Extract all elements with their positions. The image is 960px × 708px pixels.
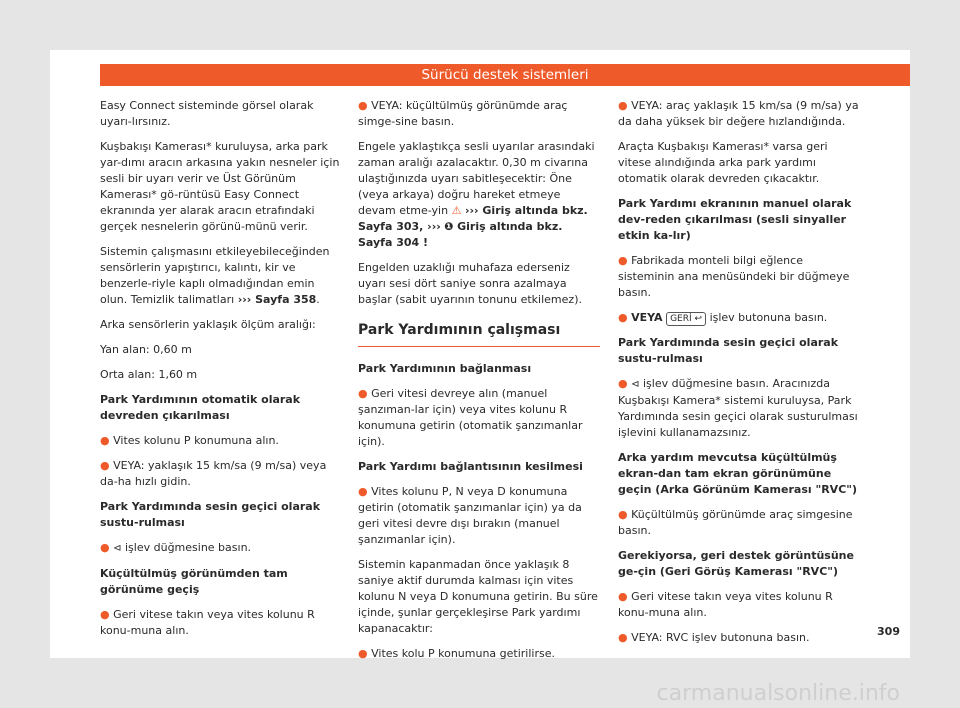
- bullet-icon: ●: [618, 254, 628, 267]
- paragraph: Araçta Kuşbakışı Kamerası* varsa geri vitese alındığında arka park yardımı otomatik olarak devreden çıkacaktır.: [618, 140, 828, 185]
- bullet-item: ● VEYA: araç yaklaşık 15 km/sa (9 m/sa) ya da daha yüksek bir değere hızlandığında.: [618, 99, 859, 128]
- back-key[interactable]: GERİ ↩: [666, 312, 706, 326]
- bullet-item: ● Küçültülmüş görünümde araç simgesine basın.: [618, 508, 853, 537]
- bullet-icon: ●: [100, 434, 110, 447]
- bullet-icon: ●: [358, 647, 368, 660]
- paragraph: Orta alan: 1,60 m: [100, 368, 198, 381]
- column-1: [100, 98, 342, 648]
- subheading: Park Yardımının bağlanması: [358, 362, 532, 375]
- page-header: Sürücü destek sistemleri: [100, 64, 910, 86]
- subheading: Gerekiyorsa, geri destek görüntüsüne ge-çin (Geri Görüş Kamerası "RVC"): [618, 549, 854, 578]
- bullet-item: ● VEYA GERİ ↩ işlev butonuna basın.: [618, 311, 828, 324]
- paragraph: Engele yaklaştıkça sesli uyarılar arasındaki zaman aralığı azalacaktır. 0,30 m civarına ulaştığınızda uyarı sabitleşecektir: Öne (veya arkaya) doğru hareket etmeye devam etme-yin ⚠ ››› Giriş altında bkz. Sayfa 303, ››› ❶ Giriş altında bkz. Sayfa 304 !: [358, 140, 595, 249]
- paragraph: Arka sensörlerin yaklaşık ölçüm aralığı:: [100, 318, 316, 331]
- paragraph: Kuşbakışı Kamerası* kuruluysa, arka park yar-dımı aracın arkasına yakın nesneler için sesli bir uyarı verir ve Üst Görünüm Kamerası* gö-rüntüsü Easy Connect ekranında yer alarak aracın etrafındaki gerçek nesnelerin görünü-münü verir.: [100, 140, 340, 233]
- paragraph: Easy Connect sisteminde görsel olarak uyarı-lırsınız.: [100, 99, 314, 128]
- bullet-icon: ●: [618, 99, 628, 112]
- column-2: [358, 98, 600, 671]
- page-reference[interactable]: ››› Giriş altında bkz. Sayfa 303, ›››: [358, 204, 588, 233]
- subheading: Park Yardımı bağlantısının kesilmesi: [358, 460, 583, 473]
- bullet-icon: ●: [618, 377, 628, 390]
- bullet-icon: ●: [358, 485, 368, 498]
- bullet-item: ● VEYA: yaklaşık 15 km/sa (9 m/sa) veya da-ha hızlı gidin.: [100, 459, 327, 488]
- bullet-icon: ●: [100, 459, 110, 472]
- bullet-icon: ●: [100, 608, 110, 621]
- section-heading: Park Yardımının çalışması: [358, 322, 600, 347]
- watermark: carmanualsonline.info: [656, 681, 900, 706]
- bullet-item: ● Fabrikada monteli bilgi eğlence sisteminin ana menüsündeki bir düğmeye basın.: [618, 254, 850, 299]
- subheading: Küçültülmüş görünümden tam görünüme geçiş: [100, 567, 288, 596]
- bullet-item: ● Geri vitesi devreye alın (manuel şanzıman-lar için) veya vites kolunu R konumuna getirin (otomatik şanzımanlar için).: [358, 387, 583, 448]
- bullet-icon: ●: [618, 508, 628, 521]
- subheading: Park Yardımı ekranının manuel olarak dev-reden çıkarılması (sesli sinyaller etkin ka-lır): [618, 197, 852, 242]
- subheading: Park Yardımının otomatik olarak devreden çıkarılması: [100, 393, 301, 422]
- bullet-item: ● ⊲ işlev düğmesine basın. Aracınızda Kuşbakışı Kamera* sistemi kuruluysa, Park Yardımında sesin geçici olarak susturulması işlevini kullanamazsınız.: [618, 377, 858, 439]
- bullet-item: ● ⊲ işlev düğmesine basın.: [100, 541, 252, 554]
- bullet-icon: ●: [618, 311, 628, 324]
- bullet-item: ● VEYA: RVC işlev butonuna basın.: [618, 631, 810, 644]
- page-reference[interactable]: Giriş altında bkz. Sayfa 304 !: [358, 220, 563, 249]
- mute-icon: ⊲: [113, 543, 122, 554]
- bullet-icon: ●: [358, 387, 368, 400]
- bullet-item: ● Vites kolu P konumuna getirilirse.: [358, 647, 555, 660]
- page-reference[interactable]: ››› Sayfa 358: [237, 293, 317, 306]
- subheading: Park Yardımında sesin geçici olarak sustu-rulması: [618, 336, 839, 365]
- bullet-icon: ●: [100, 541, 110, 554]
- bullet-item: ● VEYA: küçültülmüş görünümde araç simge-sine basın.: [358, 99, 568, 128]
- column-3: [618, 98, 860, 655]
- bullet-item: ● Vites kolunu P konumuna alın.: [100, 434, 279, 447]
- mute-icon: ⊲: [631, 379, 640, 390]
- subheading: Arka yardım mevcutsa küçültülmüş ekran-dan tam ekran görünümüne geçin (Arka Görünüm Kamerası "RVC"): [618, 451, 858, 496]
- bullet-icon: ●: [618, 631, 628, 644]
- subheading: Park Yardımında sesin geçici olarak sustu-rulması: [100, 500, 321, 529]
- bullet-item: ● Vites kolunu P, N veya D konumuna getirin (otomatik şanzımanlar için) ya da geri vitesi devre dışı bırakın (manuel şanzımanlar için).: [358, 485, 582, 546]
- return-icon: ↩: [694, 314, 703, 324]
- page-number: 309: [877, 625, 900, 638]
- manual-page: [50, 50, 910, 658]
- bullet-icon: ●: [358, 99, 368, 112]
- warning-icon: ⚠: [451, 204, 462, 217]
- bullet-item: ● Geri vitese takın veya vites kolunu R konu-muna alın.: [618, 590, 833, 619]
- paragraph: Sistemin çalışmasını etkileyebileceğinden sensörlerin yapıştırıcı, kalıntı, kir ve benzerle-riyle kaplı olmadığından emin olun. Temizlik talimatları ››› Sayfa 358.: [100, 245, 330, 306]
- paragraph: Engelden uzaklığı muhafaza ederseniz uyarı sesi dört saniye sonra azalmaya başlar (sabit uyarının tonunu etkilemez).: [358, 261, 582, 306]
- paragraph: Yan alan: 0,60 m: [100, 343, 192, 356]
- bullet-item: ● Geri vitese takın veya vites kolunu R konu-muna alın.: [100, 608, 315, 637]
- bullet-icon: ●: [618, 590, 628, 603]
- paragraph: Sistemin kapanmadan önce yaklaşık 8 saniye aktif durumda kalması için vites kolunu N veya D konumuna getirin. Bu süre içinde, şunlar gerçekleşirse Park yardımı kapanacaktır:: [358, 558, 598, 635]
- info-icon: ❶: [444, 220, 454, 233]
